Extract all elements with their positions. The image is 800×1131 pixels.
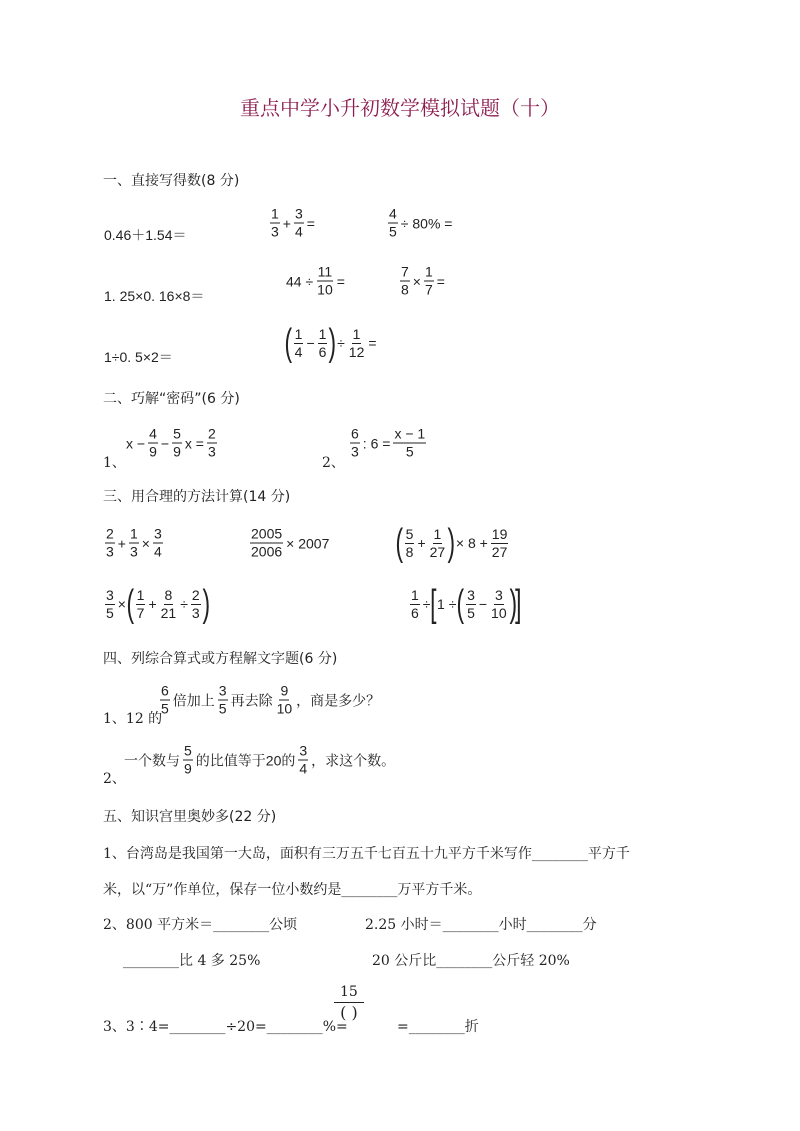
- problem-1-1: [103, 225, 188, 245]
- fraction-numerator: 5: [184, 742, 192, 759]
- expr-text: 的比值等于20的: [195, 752, 296, 768]
- fraction-numerator: 2: [191, 586, 200, 603]
- fraction-denominator: 3: [129, 543, 138, 560]
- fraction-denominator: 9: [149, 443, 157, 460]
- fraction-denominator: 10: [276, 700, 293, 717]
- fraction-denominator: 3: [207, 443, 216, 460]
- fraction-numerator: 5: [405, 525, 414, 542]
- expr-text: 倍加上: [172, 692, 215, 708]
- fraction-denominator: 27: [491, 543, 508, 560]
- expr-text: ×: [141, 535, 150, 551]
- fraction: [348, 326, 366, 361]
- fraction: [191, 587, 201, 622]
- fraction-denominator: 2006: [251, 543, 283, 560]
- expr-text: × 8 +: [455, 535, 488, 551]
- fraction-denominator: 5: [218, 700, 227, 717]
- fraction-denominator: 3: [191, 604, 200, 621]
- fraction-denominator: 5: [161, 700, 169, 717]
- fraction-numerator: 1: [352, 325, 361, 342]
- fraction: [424, 264, 434, 299]
- fraction: [393, 426, 426, 461]
- bracket-open: (: [456, 583, 465, 625]
- fraction-denominator-blank: ( ): [340, 1003, 358, 1022]
- expr-text: +: [117, 535, 126, 551]
- fraction: [129, 526, 139, 561]
- problem-5-3-fraction: [334, 984, 364, 1022]
- problem-1-7: [103, 347, 174, 367]
- bracket-close: ): [202, 583, 210, 625]
- bracket-close: ): [447, 522, 456, 564]
- expr-text: ，求这个数。: [311, 752, 396, 768]
- expr-text: ÷: [422, 596, 431, 612]
- fraction-numerator: 11: [317, 263, 333, 280]
- fraction-numerator: 6: [161, 682, 169, 699]
- section-3-header: 三、用合理的方法计算(14 分): [103, 489, 291, 505]
- fraction-denominator: 3: [271, 223, 279, 240]
- expr-text: x =: [184, 435, 204, 451]
- problem-4-2: [123, 743, 396, 778]
- bracket-open: (: [395, 522, 404, 564]
- fraction-numerator: 1: [271, 205, 279, 222]
- problem-5-1-line-2: 米，以“万”作单位，保存一位小数约是________万平方千米。: [103, 882, 482, 898]
- section-5-header: 五、知识宫里奥妙多(22 分): [103, 809, 277, 825]
- fraction: [491, 526, 509, 561]
- expr-text: 44 ÷: [286, 273, 314, 289]
- fraction: [136, 587, 146, 622]
- fraction-denominator: 8: [405, 543, 414, 560]
- problem-5-2d: 20 公斤比________公斤轻 20%: [372, 953, 570, 969]
- section-1-header: 一、直接写得数(8 分): [103, 173, 240, 189]
- expr-text: ，商是多少？: [296, 692, 381, 708]
- expr-text: × 2007: [286, 535, 330, 551]
- fraction: [105, 526, 115, 561]
- expr-text: +: [417, 535, 426, 551]
- fraction: [466, 587, 476, 622]
- bracket-group: [127, 585, 209, 623]
- fraction: [153, 526, 163, 561]
- fraction-denominator: 21: [160, 604, 177, 621]
- fraction: [276, 683, 294, 718]
- fraction: [183, 743, 193, 778]
- problem-1-6: [398, 264, 446, 299]
- fraction-numerator: x − 1: [394, 425, 426, 442]
- problem-3-4: [103, 585, 209, 623]
- expr-text: −: [306, 335, 315, 351]
- expr-text: ÷: [337, 335, 345, 351]
- fraction-denominator: 8: [401, 281, 409, 298]
- problem-4-1-label: 1、12 的: [103, 711, 163, 727]
- bracket-group: [396, 524, 455, 562]
- problem-1-8: [285, 324, 378, 362]
- expr-text: 1÷0. 5×2＝: [104, 349, 173, 365]
- fraction: [250, 526, 283, 561]
- fraction-denominator: 7: [136, 604, 145, 621]
- expr-text: x −: [126, 435, 146, 451]
- fraction-numerator: 19: [491, 525, 508, 542]
- fraction-numerator: 1: [129, 525, 138, 542]
- fraction: [405, 526, 415, 561]
- fraction: [490, 587, 508, 622]
- expr-text: =: [306, 215, 315, 231]
- bracket-group: [431, 585, 520, 623]
- fraction-numerator: 8: [164, 586, 173, 603]
- fraction-denominator: 5: [389, 223, 397, 240]
- fraction-numerator: 3: [299, 742, 308, 759]
- problem-5-2c: ________比 4 多 25%: [123, 953, 261, 969]
- section-2-header: 二、巧解“密码”(6 分): [103, 391, 240, 407]
- fraction-numerator: 2: [106, 525, 114, 542]
- fraction-denominator: 4: [299, 760, 308, 777]
- fraction-numerator: 1: [136, 586, 145, 603]
- fraction: [410, 587, 420, 622]
- expr-text: 1. 25×0. 16×8＝: [104, 288, 205, 304]
- problem-1-3: [386, 206, 453, 241]
- fraction: [388, 206, 398, 241]
- fraction-denominator: 10: [317, 281, 333, 298]
- fraction-numerator: 3: [494, 586, 503, 603]
- fraction: [429, 526, 447, 561]
- bracket-group: [457, 585, 516, 623]
- fraction-numerator: 15: [334, 984, 364, 1003]
- bracket-close: ): [509, 583, 517, 625]
- fraction-numerator: 7: [401, 263, 409, 280]
- fraction-denominator: 27: [429, 543, 446, 560]
- fraction-numerator: 4: [149, 425, 157, 442]
- fraction: [270, 206, 280, 241]
- fraction-numerator: 2005: [251, 525, 283, 542]
- fraction-numerator: 3: [467, 586, 475, 603]
- expr-text: =: [336, 273, 345, 289]
- fraction: [105, 587, 115, 622]
- bracket-close: ]: [515, 583, 522, 625]
- fraction-denominator: 4: [294, 223, 303, 240]
- fraction-numerator: 1: [318, 325, 327, 342]
- fraction-denominator: 3: [106, 543, 114, 560]
- problem-3-3: [396, 524, 510, 562]
- fraction: [172, 426, 182, 461]
- fraction-denominator: 5: [467, 604, 475, 621]
- problem-3-5: [408, 585, 521, 623]
- fraction-numerator: 3: [153, 525, 162, 542]
- expr-text: ×: [412, 273, 421, 289]
- fraction: [350, 426, 360, 461]
- fraction-numerator: 2: [207, 425, 216, 442]
- section-4-header: 四、列综合算式或方程解文字题(6 分): [103, 651, 338, 667]
- problem-1-5: [285, 264, 346, 299]
- problem-3-2: [248, 526, 330, 561]
- fraction-numerator: 1: [433, 525, 442, 542]
- problem-2-1-label: 1、: [103, 455, 126, 471]
- fraction-denominator: 12: [348, 343, 365, 360]
- problem-2-2-label: 2、: [322, 455, 345, 471]
- bracket-group: [285, 324, 336, 362]
- problem-5-2a: 2、800 平方米＝________公顷: [103, 917, 298, 933]
- fraction-numerator: 4: [389, 205, 397, 222]
- bracket-open: (: [284, 322, 293, 364]
- expr-text: ÷: [180, 596, 188, 612]
- expr-text: +: [282, 215, 291, 231]
- expr-text: +: [148, 596, 157, 612]
- fraction: [316, 264, 334, 299]
- fraction-denominator: 9: [173, 443, 181, 460]
- problem-4-1: [158, 683, 381, 718]
- fraction: [318, 326, 328, 361]
- problem-5-3b: =________折: [397, 1019, 479, 1035]
- bracket-open: [: [430, 583, 437, 625]
- fraction-denominator: 9: [184, 760, 192, 777]
- fraction-denominator: 6: [411, 604, 419, 621]
- problem-5-2b: 2.25 小时＝________小时________分: [365, 917, 597, 933]
- fraction-numerator: 5: [173, 425, 181, 442]
- fraction: [400, 264, 410, 299]
- bracket-open: (: [126, 583, 135, 625]
- fraction-denominator: 5: [106, 604, 114, 621]
- fraction-numerator: 3: [218, 682, 227, 699]
- fraction-numerator: 1: [294, 325, 303, 342]
- expr-text: −: [478, 596, 488, 612]
- expr-text: 一个数与: [124, 752, 180, 768]
- expr-text: 1 ÷: [437, 596, 457, 612]
- fraction: [294, 326, 304, 361]
- fraction-denominator: 4: [294, 343, 303, 360]
- fraction: [160, 683, 170, 718]
- problem-5-1-line-1: 1、台湾岛是我国第一大岛，面积有三万五千七百五十九平方千米写作________平方千: [103, 846, 630, 862]
- problem-2-1: [125, 426, 219, 461]
- fraction: [294, 206, 304, 241]
- page-title: 重点中学小升初数学模拟试题（十）: [240, 96, 560, 120]
- expr-text: 0.46＋1.54＝: [104, 227, 187, 243]
- fraction: [298, 743, 308, 778]
- expr-text: −: [160, 435, 170, 451]
- fraction-denominator: 6: [318, 343, 327, 360]
- fraction-denominator: 4: [153, 543, 162, 560]
- fraction-denominator: 7: [424, 281, 433, 298]
- fraction-numerator: 1: [424, 263, 433, 280]
- fraction-denominator: 3: [351, 443, 359, 460]
- fraction-numerator: 3: [106, 586, 114, 603]
- fraction: [218, 683, 228, 718]
- problem-1-2: [268, 206, 316, 241]
- expr-text: : 6 =: [362, 435, 391, 451]
- expr-text: 再去除: [230, 692, 273, 708]
- fraction-numerator: 1: [411, 586, 419, 603]
- fraction-numerator: 9: [280, 682, 289, 699]
- fraction: [207, 426, 217, 461]
- expr-text: ×: [117, 596, 126, 612]
- bracket-close: ): [328, 322, 337, 364]
- fraction: [148, 426, 158, 461]
- fraction-denominator: 10: [491, 604, 507, 621]
- problem-3-1: [103, 526, 165, 561]
- problem-4-2-label: 2、: [103, 771, 126, 787]
- problem-5-3a: 3、3∶4=________÷20=________%=: [103, 1019, 348, 1035]
- fraction-numerator: 6: [351, 425, 359, 442]
- fraction-numerator: 3: [294, 205, 303, 222]
- problem-2-2: [348, 426, 428, 461]
- fraction-denominator: 5: [405, 443, 414, 460]
- problem-1-4: [103, 286, 205, 306]
- fraction: [160, 587, 178, 622]
- expr-text: ÷ 80% =: [400, 215, 453, 231]
- expr-text: =: [436, 273, 445, 289]
- expr-text: =: [368, 335, 377, 351]
